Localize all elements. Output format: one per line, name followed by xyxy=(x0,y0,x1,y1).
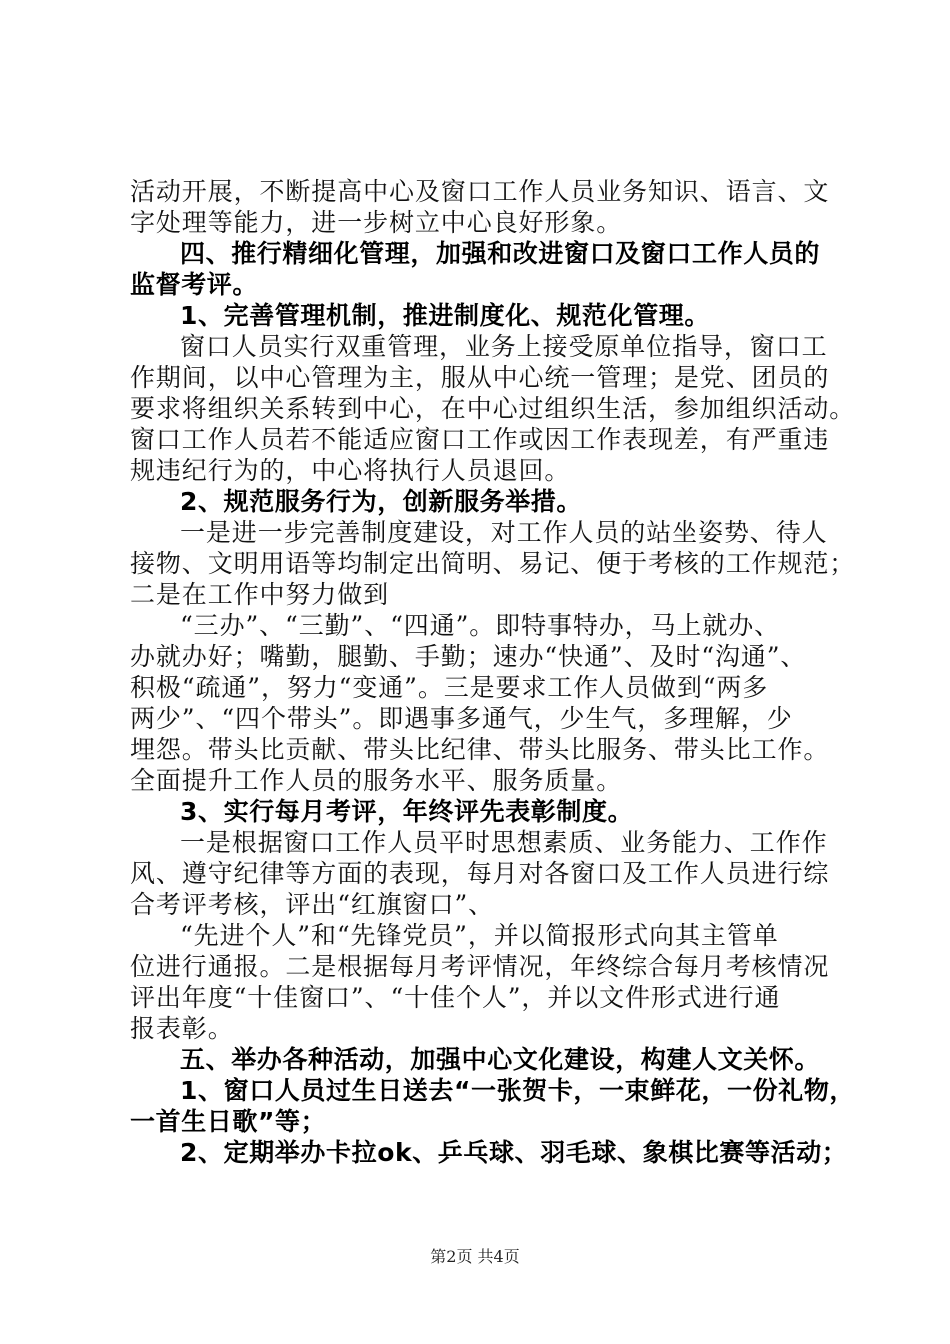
page-footer: 第2页 共4页 xyxy=(430,1247,520,1266)
paragraph-line: 风、遵守纪律等方面的表现，每月对各窗口及工作人员进行综 xyxy=(130,859,830,888)
heading-line: 1、完善管理机制，推进制度化、规范化管理。 xyxy=(180,301,710,330)
heading-line: 监督考评。 xyxy=(130,270,259,299)
heading-line: 2、定期举办卡拉ok、乒乓球、羽毛球、象棋比赛等活动； xyxy=(180,1138,848,1167)
paragraph-line: 积极“疏通”，努力“变通”。三是要求工作人员做到“两多 xyxy=(130,673,769,702)
paragraph-line: 二是在工作中努力做到 xyxy=(130,580,390,609)
paragraph-line: 位进行通报。二是根据每月考评情况，年终综合每月考核情况 xyxy=(130,952,830,981)
paragraph-line: 两少”、“四个带头”。即遇事多通气，少生气，多理解，少 xyxy=(130,704,793,733)
paragraph-line: 窗口工作人员若不能适应窗口工作或因工作表现差，有严重违 xyxy=(130,425,830,454)
paragraph-line: 接物、文明用语等均制定出简明、易记、便于考核的工作规范； xyxy=(130,549,856,578)
paragraph-line: 作期间，以中心管理为主，服从中心统一管理；是党、团员的 xyxy=(130,363,830,392)
paragraph-line: 评出年度“十佳窗口”、“十佳个人”，并以文件形式进行通 xyxy=(130,983,781,1012)
paragraph-line: 埋怨。带头比贡献、带头比纪律、带头比服务、带头比工作。 xyxy=(130,735,830,764)
document-body xyxy=(130,176,856,1168)
heading-line: 一首生日歌”等； xyxy=(130,1107,327,1136)
paragraph-line: 字处理等能力，进一步树立中心良好形象。 xyxy=(130,208,623,237)
heading-line: 1、窗口人员过生日送去“一张贺卡，一束鲜花，一份礼物， xyxy=(180,1076,856,1105)
paragraph-line: 一是进一步完善制度建设，对工作人员的站坐姿势、待人 xyxy=(180,518,828,547)
heading-line: 四、推行精细化管理，加强和改进窗口及窗口工作人员的 xyxy=(180,239,821,268)
paragraph-line: 活动开展，不断提高中心及窗口工作人员业务知识、语言、文 xyxy=(130,177,830,206)
paragraph-line: 办就办好；嘴勤，腿勤、手勤；速办“快通”、及时“沟通”、 xyxy=(130,642,807,671)
heading-line: 3、实行每月考评，年终评先表彰制度。 xyxy=(180,797,634,826)
paragraph-line: 窗口人员实行双重管理，业务上接受原单位指导，窗口工 xyxy=(180,332,828,361)
heading-line: 五、举办各种活动，加强中心文化建设，构建人文关怀。 xyxy=(180,1045,821,1074)
paragraph-line: 规违纪行为的，中心将执行人员退回。 xyxy=(130,456,571,485)
paragraph-line: 报表彰。 xyxy=(130,1014,234,1043)
heading-line: 2、规范服务行为，创新服务举措。 xyxy=(180,487,582,516)
paragraph-line: 合考评考核，评出“红旗窗口”、 xyxy=(130,890,495,919)
paragraph-line: 全面提升工作人员的服务水平、服务质量。 xyxy=(130,766,623,795)
paragraph-line: 一是根据窗口工作人员平时思想素质、业务能力、工作作 xyxy=(180,828,828,857)
paragraph-line: “三办”、“三勤”、“四通”。即特事特办，马上就办、 xyxy=(180,611,781,640)
paragraph-line: “先进个人”和“先锋党员”，并以简报形式向其主管单 xyxy=(180,921,779,950)
paragraph-line: 要求将组织关系转到中心，在中心过组织生活，参加组织活动。 xyxy=(130,394,856,423)
